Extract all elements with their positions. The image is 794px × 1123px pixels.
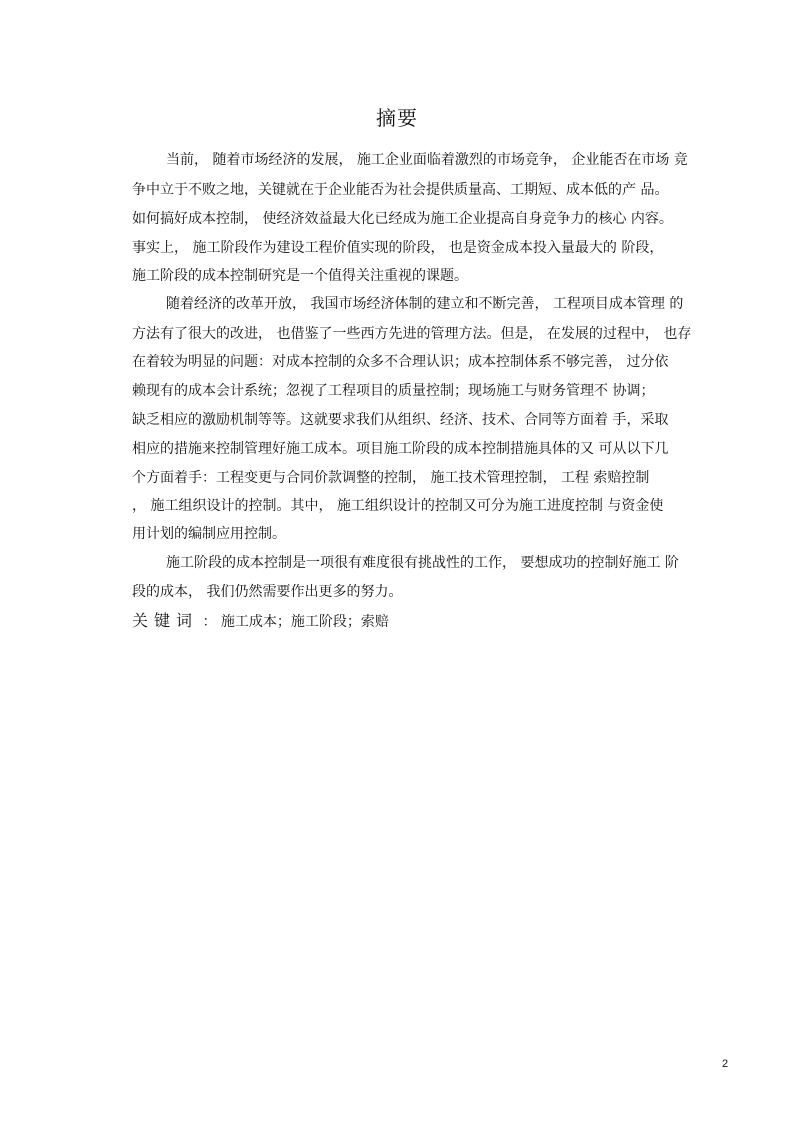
paragraph-line: 用计划的编制应用控制。 (132, 526, 286, 542)
paragraph-line: 赖现有的成本会计系统；忽视了工程项目的质量控制；现场施工与财务管理不 协调； (132, 383, 655, 399)
paragraph-line: 如何搞好成本控制， 使经济效益最大化已经成为施工企业提高自身竞争力的核心 内容。 (132, 211, 673, 227)
paragraph-line: 缺乏相应的激励机制等等。这就要求我们从组织、经济、技术、合同等方面着 手，采取 (132, 412, 669, 428)
keywords-separator: ： (202, 614, 217, 630)
paragraph-line: 个方面着手：工程变更与合同价款调整的控制， 施工技术管理控制， 工程 索赔控制 (132, 470, 650, 486)
paragraph-line: 事实上， 施工阶段作为建设工程价值实现的阶段， 也是资金成本投入量最大的 阶段， (132, 240, 664, 256)
paragraph-line: 随着经济的改革开放， 我国市场经济体制的建立和不断完善， 工程项目成本管理 的 (166, 296, 684, 312)
paragraph-line: 争中立于不败之地，关键就在于企业能否为社会提供质量高、工期短、成本低的产 品。 (132, 182, 669, 198)
page-title: 摘要 (376, 106, 418, 130)
paragraph-line: 方法有了很大的改进， 也借鉴了一些西方先进的管理方法。但是， 在发展的过程中， 也存 (132, 326, 692, 342)
paragraph-line: 施工阶段的成本控制研究是一个值得关注重视的课题。 (132, 268, 468, 284)
page-number: 2 (722, 1058, 729, 1070)
paragraph-line: ， 施工组织设计的控制。其中， 施工组织设计的控制又可分为施工进度控制 与资金使 (132, 498, 664, 514)
keywords-label: 关键词 (132, 611, 199, 630)
keywords-value: 施工成本；施工阶段；索赔 (220, 614, 389, 630)
paragraph-line: 段的成本， 我们仍然需要作出更多的努力。 (132, 584, 403, 600)
paragraph-line: 在着较为明显的问题：对成本控制的众多不合理认识；成本控制体系不够完善， 过分依 (132, 354, 669, 370)
keywords-line (132, 610, 389, 633)
paragraph-line: 相应的措施来控制管理好施工成本。项目施工阶段的成本控制措施具体的又 可从以下几 (132, 441, 669, 457)
paragraph-line: 当前， 随着市场经济的发展， 施工企业面临着激烈的市场竞争， 企业能否在市场 竞 (166, 152, 688, 168)
paragraph-line: 施工阶段的成本控制是一项很有难度很有挑战性的工作， 要想成功的控制好施工 阶 (166, 555, 679, 571)
